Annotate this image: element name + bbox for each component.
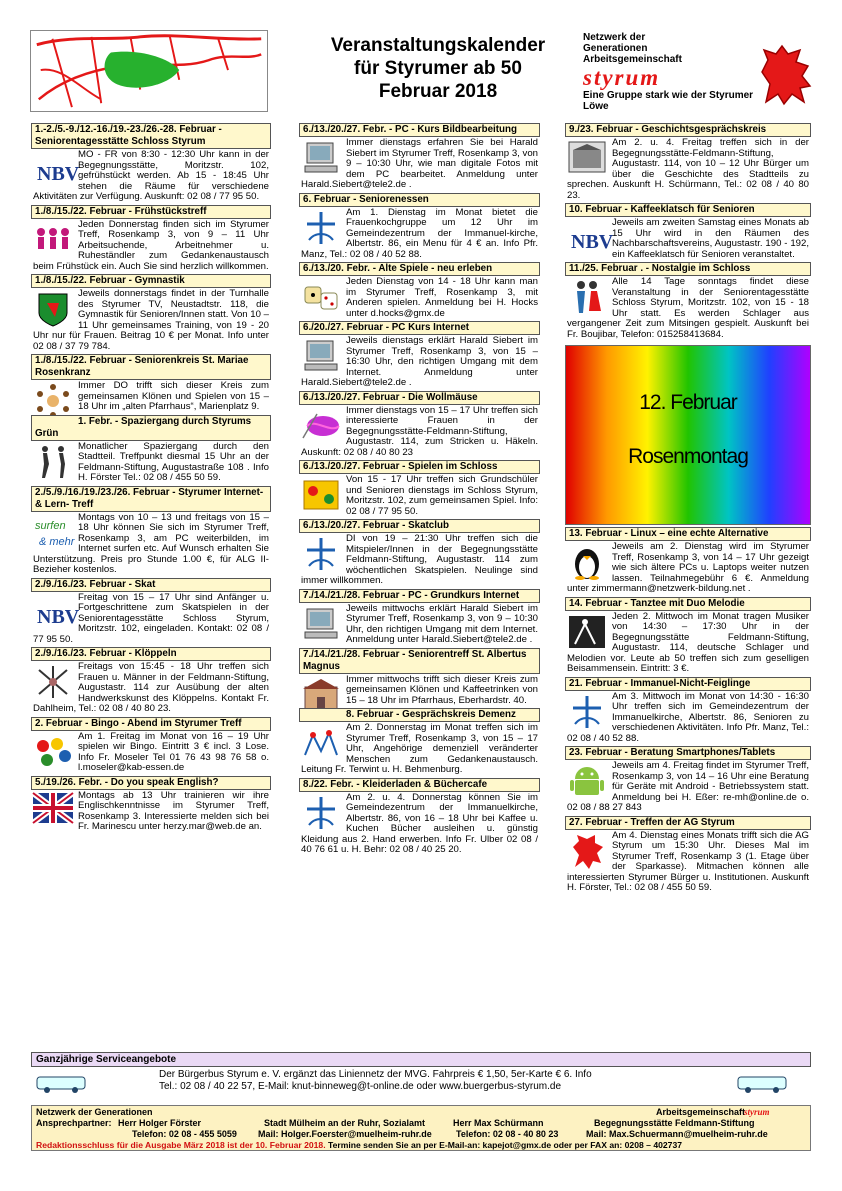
- event-text: Jeweils mittwochs erklärt Harald Siebert im Styrumer Treff, Rosenkamp 3, von 9 – 10:30 Uhr, den richtigen Umgang mit dem Internet. Anmeldung unter Harald.Siebert@tele2.de .: [346, 602, 538, 645]
- event-title: 2./5./9./16./19./23./26. Februar - Styrumer Internet-& Lern- Treff: [31, 486, 271, 512]
- buergerbus-icon: [736, 1073, 791, 1095]
- event-title: 2./9./16./23. Februar - Skat: [31, 578, 271, 592]
- event-text: Immer mittwochs trifft sich dieser Kreis zum gemeinsamen Klönen und Kaffeetrinken von 15 – 18 Uhr im Pfarrhaus, Eberhardstr. 40.: [346, 673, 538, 706]
- church-cross-logo: [301, 536, 341, 572]
- organisation-block: Netzwerk der Generationen Arbeitsgemeinschaft styrum Eine Gruppe stark wie der Styrumer Löwe: [583, 32, 763, 112]
- event-title: 6./13./20./27. Februar - Die Wollmäuse: [299, 391, 540, 405]
- event-title: 10. Februar - Kaffeeklatsch für Senioren: [565, 203, 811, 217]
- event-body: [299, 207, 540, 263]
- event-text: Alle 14 Tage sonntags findet diese Veranstaltung in der Seniorentagesstätte Schloss Styrum, Moritzstr. 102, von 15 - 18 Uhr statt. Es werden Schlager aus vergangener Zeit zum Mitsingen gespielt. Auskunft bei Fr. Boujibar, Telefon: 015258413684.: [567, 276, 809, 340]
- event-title: 7./14./21./28. Februar - PC - Grundkurs Internet: [299, 589, 540, 603]
- event-body: [565, 217, 811, 262]
- event-text: Am 1. Dienstag im Monat bietet die Frauenkochgruppe um 12 Uhr im Gemeindezentrum der Immanuel-kirche, Albertstr. 86, ein Menu für 4 € an. Info Pfr. Manz, Tel.: 02 08 / 40 52 88.: [301, 206, 538, 260]
- event-block: [299, 589, 540, 648]
- event-title: 6. Februar - Seniorenessen: [299, 193, 540, 207]
- hikers-icon: [33, 444, 73, 480]
- column-right: [565, 123, 811, 896]
- event-block: [565, 527, 811, 597]
- event-title: 2. Februar - Bingo - Abend im Styrumer Treff: [31, 717, 271, 731]
- event-text: Am 3. Mittwoch im Monat von 14:30 - 16:30 Uhr treffen sich im Gemeindezentrum der Immanuelkirche, Albertstr. 86, Senioren zu verschiedenen Aktivitäten. Info Pfr. Manz, Tel.: 02 08 / 40 52 88.: [567, 690, 809, 744]
- event-block: [299, 648, 540, 709]
- event-title: 6./13./20. Febr. - Alte Spiele - neu erleben: [299, 262, 540, 276]
- event-block: [565, 816, 811, 896]
- event-title: 6./13./20./27. Februar - Skatclub: [299, 519, 540, 533]
- dance-photo-icon: [567, 614, 607, 650]
- church-cross-logo: [567, 694, 607, 730]
- event-text: Am 2. Donnerstag im Monat treffen sich im Styrumer Treff, Rosenkamp 3, von 15 – 17 Uhr, Angehörige demenziell veränderter Menschen zum Gedankenaustausch. Leitung Fr. Terwint u. H. Behmenburg.: [301, 722, 538, 775]
- event-text: Freitags von 15:45 - 18 Uhr treffen sich Frauen u. Männer in der Feldmann-Stiftung, Augustastr. 114 zur Ausübung der alten Handwerkskunst des Klöppelns. Kontakt Fr. Dahlheim, Tel.: 02 08 / 40 80 23.: [33, 661, 269, 714]
- event-block: [565, 262, 811, 342]
- event-block: [31, 123, 271, 205]
- rosenmontag-label: Rosenmontag: [628, 445, 748, 468]
- event-body: [299, 335, 540, 391]
- event-block: [565, 746, 811, 816]
- column-middle: [299, 123, 540, 858]
- styrumer-treff-logo: [33, 222, 73, 258]
- event-title: 8. Februar - Gesprächskreis Demenz: [299, 708, 540, 722]
- event-body: [565, 541, 811, 597]
- event-title: 1./8./15./22. Februar - Gymnastik: [31, 274, 271, 288]
- event-text: Freitag von 15 – 17 Uhr sind Anfänger u. Fortgeschrittene zum Skatspielen in der Seniorentagesstätte Schloss Styrum, Moritzstr. 102, eingeladen. Kontakt: 02 08 / 77 95 50.: [33, 591, 269, 645]
- event-body: [31, 149, 271, 205]
- service-header: Ganzjährige Serviceangebote: [31, 1052, 811, 1067]
- event-body: [565, 276, 811, 342]
- event-title: 2./9./16./23. Februar - Klöppeln: [31, 647, 271, 661]
- service-text: Der Bürgerbus Styrum e. V. ergänzt das Liniennetz der MVG. Fahrpreis € 1,50, 5er-Karte € 6. Info Tel.: 02 08 / 40 22 57, E-Mail: knut-binneweg@t-online.de oder www.buergerbus-styrum.de: [159, 1069, 592, 1092]
- event-block: [299, 391, 540, 461]
- event-title: 6./13./20./27. Februar - Spielen im Schloss: [299, 460, 540, 474]
- computer-icon: [301, 338, 341, 374]
- event-text: Immer DO trifft sich dieser Kreis zum gemeinsamen Klönen und Spielen von 15 – 18 Uhr im „alten Pfarrhaus“, Marienplatz 9.: [78, 380, 269, 412]
- event-block: [565, 123, 811, 203]
- event-block: [31, 354, 271, 415]
- nbv-logo: [33, 152, 80, 188]
- event-block: [565, 597, 811, 677]
- event-body: [31, 731, 271, 776]
- computer-icon: [301, 140, 341, 176]
- event-block: [31, 415, 271, 486]
- event-title: 1./8./15./22. Februar - Seniorenkreis St. Mariae Rosenkranz: [31, 354, 271, 380]
- event-text: Montags ab 13 Uhr trainieren wir ihre Englischkenntnisse im Styrumer Treff, Rosenkamp 3. Interessierte melden sich bei Fr. Marinescu unter herzy.mar@web.de an.: [78, 789, 269, 832]
- styrum-map-image: [30, 30, 268, 112]
- dementia-logo: [301, 725, 341, 761]
- uk-flag-icon: [33, 793, 73, 829]
- service-section: [31, 1052, 811, 1101]
- event-body: [565, 760, 811, 816]
- church-cross-logo: [301, 795, 341, 831]
- event-text: DI von 19 – 21:30 Uhr treffen sich die Mitspieler/Innen in der Begegnungsstätte Feldmann-Stiftung, Augustastr. 114 zum wöchentlichen Skatspielen. Neulinge sind immer willkommen.: [301, 533, 538, 586]
- svg-text:NBV: NBV: [37, 605, 80, 628]
- svg-text:NBV: NBV: [571, 231, 614, 253]
- svg-text:surfen: surfen: [35, 519, 66, 532]
- event-title: 9./23. Februar - Geschichtsgesprächskreis: [565, 123, 811, 137]
- event-body: [31, 441, 271, 486]
- event-text: Von 15 - 17 Uhr treffen sich Grundschüler und Senioren dienstags im Schloss Styrum, Moritzstr. 102, zum gemeinsamen Spiel. Info: 02 08 / 77 95 50.: [346, 474, 538, 517]
- event-body: [299, 722, 540, 778]
- event-title: 1. Febr. - Spaziergang durch Styrums Grün: [31, 415, 271, 441]
- event-body: [565, 830, 811, 896]
- event-title: 7./14./21./28. Februar - Seniorentreff St. Albertus Magnus: [299, 648, 540, 674]
- rosenmontag-banner: [565, 345, 811, 525]
- event-body: [565, 611, 811, 677]
- nbv-logo: [33, 595, 80, 631]
- event-text: Am 4. Dienstag eines Monats trifft sich die AG Styrum um 15:30 Uhr. Dieses Mal im Styrumer Treff, Rosenkamp 3 (1. Etage über der Sparkasse). Mitmachen können alle interessierten Styrumer Bürger u. Institutionen. Auskunft H. Förster, Tel.: 02 08 / 455 50 59.: [567, 829, 809, 893]
- page-title: Veranstaltungskalender für Styrumer ab 50 Februar 2018: [330, 35, 546, 102]
- event-body: [565, 691, 811, 747]
- event-body: [299, 792, 540, 858]
- event-block: [299, 123, 540, 193]
- event-text: Am 2. u. 4. Donnerstag können Sie im Gemeindezentrum der Immanuelkirche, Albertstr. 86, von 16 – 18 Uhr bei Kaffee u. Kuchen Bücher ausleihen u. günstig Kleidung aus 2. Hand erwerben. Info Fr. Ulber 02 08 / 40 76 61 u. H. Behr: 02 08 / 40 25 20.: [301, 791, 538, 855]
- svg-text:NBV: NBV: [37, 163, 80, 185]
- event-text: Jeweils am 2. Dienstag wird im Styrumer Treff, Rosenkamp 3, von 14 – 17 Uhr gezeigt wie sich ältere PCs u. Laptops weiter nutzen lassen. Teilnahmegebühr 6 €. Anmeldung unter zimmermann@netzwerk-bildung.net .: [567, 541, 809, 594]
- event-text: Jeweils dienstags erklärt Harald Siebert im Styrumer Treff, Rosenkamp 3, von 15 – 16:30 Uhr, den richtigen Umgang mit dem Internet. Anmeldung unter Harald.Siebert@tele2.de .: [301, 335, 538, 388]
- event-text: Jeweils donnerstags findet in der Turnhalle des Styrumer TV, Neustadtstr. 118, die Gymnastik für Senioren/Innen statt. Von 10 – 11 Uhr gemeinsames Training, von 19 - 20 Uhr nur für Frauen. Beitrag 10 € per Monat. Info unter 02 08 / 37 79 784.: [33, 288, 269, 352]
- church-cross-logo: [301, 210, 341, 246]
- event-body: [31, 592, 271, 648]
- event-block: [565, 203, 811, 262]
- event-text: Am 2. u. 4. Freitag treffen sich in der Begegnungsstätte-Feldmann-Stiftung, Augustastr. 114, von 10 – 12 Uhr Bürger um über die Geschichte des Stadtteils zu sprechen. Auskunft H. Schürmann, Tel.: 02 08 / 40 80 23.: [567, 137, 809, 201]
- event-block: [31, 274, 271, 354]
- event-title: 1./8./15./22. Februar - Frühstückstreff: [31, 205, 271, 219]
- event-body: [31, 661, 271, 717]
- event-text: Montags von 10 – 13 und freitags von 15 – 18 Uhr können Sie sich im Styrumer Treff, Rosenkamp 3, am PC weiterbilden, im Internet surfen etc. Auf Wunsch erhalten Sie Unterstützung. Preis pro Stunde 1.00 €, für ALG II-Bezieher kostenlos.: [33, 511, 269, 575]
- event-text: Jeden 2. Mittwoch im Monat tragen Musiker von 14:30 – 17:30 Uhr in der Begegnungsstätte Feldmann-Stiftung, Augustastr. 114, deutsche Schlager und Melodien vor. Leute ab 50 treffen sich zum geselligen Beisammensein. Eintritt: 3 €.: [567, 610, 809, 674]
- event-text: Jeweils am zweiten Samstag eines Monats ab 15 Uhr wird in den Räumen des Nachbarschaftsvereins, Augustastr. 190 - 192, ein Kaffeeklatsch für Senioren veranstaltet.: [612, 217, 809, 260]
- event-block: [565, 677, 811, 747]
- dice-icon: [301, 279, 341, 315]
- event-block: [299, 708, 540, 778]
- event-body: [565, 137, 811, 203]
- event-text: Jeden Dienstag von 14 - 18 Uhr kann man im Styrumer Treff, Rosenkamp 3, mit Anderen spielen. Anmeldung bei H. Hocks unter d.hocks@gmx.de: [346, 276, 538, 319]
- header: [30, 30, 815, 115]
- event-text: MO - FR von 8:30 - 12:30 Uhr kann in der Begegnungsstätte, Moritzstr. 102, gefrühstückt werden. Ab 15 - 18:45 Uhr stehen die Räume für verschiedene Aktivitäten zur Verfügung. Auskunft: 02 08 / 77 95 50.: [33, 149, 269, 202]
- event-body: [31, 790, 271, 835]
- event-title: 21. Februar - Immanuel-Nicht-Feiglinge: [565, 677, 811, 691]
- event-text: Immer dienstags von 15 – 17 Uhr treffen sich interessierte Frauen in der Begegnungsstätte-Feldmann-Stiftung, Augustastr. 114, zum Stricken u. Häkeln. Auskunft: 02 08 / 40 80 23: [301, 404, 538, 458]
- event-block: [299, 778, 540, 858]
- lion-icon: [567, 833, 607, 869]
- old-photo-icon: [567, 140, 607, 176]
- svg-text:& mehr: & mehr: [39, 535, 75, 548]
- event-block: [31, 205, 271, 275]
- event-body: [299, 137, 540, 193]
- event-block: [31, 486, 271, 578]
- event-title: 27. Februar - Treffen der AG Styrum: [565, 816, 811, 830]
- column-left: [31, 123, 271, 835]
- event-body: [299, 603, 540, 648]
- android-icon: [567, 763, 607, 799]
- lion-crest-icon: [756, 42, 814, 108]
- event-block: [31, 776, 271, 835]
- event-body: [31, 219, 271, 275]
- event-block: [31, 647, 271, 717]
- event-body: [299, 533, 540, 589]
- event-title: 13. Februar - Linux – eine echte Alternative: [565, 527, 811, 541]
- event-text: Jeden Donnerstag finden sich im Styrumer Treff, Rosenkamp 3, von 9 – 11 Uhr Arbeitsuchende, Arbeitnehmer u. Ruheständler zum Gedankenaustausch beim Frühstück ein. Auch Sie sind herzlich willkommen.: [33, 218, 269, 272]
- styrum-brand-logo: styrum: [583, 65, 661, 90]
- surfen-logo: [33, 515, 73, 551]
- event-title: 6./20./27. Februar - PC Kurs Internet: [299, 321, 540, 335]
- event-body: [31, 512, 271, 578]
- event-block: [31, 717, 271, 776]
- penguin-icon: [567, 544, 607, 580]
- buergerbus-icon: [35, 1073, 90, 1095]
- event-block: [299, 262, 540, 321]
- slogan: Eine Gruppe stark wie der Styrumer Löwe: [583, 90, 754, 112]
- event-title: 5./19./26. Febr. - Do you speak English?: [31, 776, 271, 790]
- event-block: [299, 321, 540, 391]
- event-text: Jeweils am 4. Freitag findet im Styrumer Treff, Rosenkamp 3, von 14 – 16 Uhr eine Beratung für Geräte mit Android - Betriebssystem statt. Anmeldung bei H. Eßer: re-mh@online.de o. 02 08 / 88 27 843: [567, 760, 809, 813]
- bobbin-lace-icon: [33, 664, 73, 700]
- event-text: Immer dienstags erfahren Sie bei Harald Siebert im Styrumer Treff, Rosenkamp 3, von 9 – 10:30 Uhr, wie man digitale Fotos mit dem PC bearbeitet. Anmeldung unter Harald.Siebert@tele2.de .: [301, 137, 538, 190]
- event-body: [299, 405, 540, 461]
- event-title: 14. Februar - Tanztee mit Duo Melodie: [565, 597, 811, 611]
- event-title: 1.-2./5.-9./12.-16./19.-23./26.-28. Februar - Seniorentagesstätte Schloss Styrum: [31, 123, 271, 149]
- dancing-couple-icon: [567, 279, 607, 315]
- board-game-icon: [301, 477, 341, 513]
- event-body: [299, 674, 540, 709]
- event-block: [299, 519, 540, 589]
- event-body: [31, 288, 271, 354]
- event-title: 23. Februar - Beratung Smartphones/Tablets: [565, 746, 811, 760]
- event-title: 8./22. Febr. - Kleiderladen & Büchercafe: [299, 778, 540, 792]
- event-title: 11./25. Februar . - Nostalgie im Schloss: [565, 262, 811, 276]
- event-block: [299, 193, 540, 263]
- rosenmontag-date: 12. Februar: [639, 391, 737, 414]
- event-body: [299, 276, 540, 321]
- bingo-icon: [33, 734, 73, 770]
- deadline-text: Redaktionsschluss für die Ausgabe März 2018 ist der 10. Februar 2018.: [36, 1140, 326, 1150]
- event-title: 6./13./20./27. Febr. - PC - Kurs Bildbearbeitung: [299, 123, 540, 137]
- nbv-logo: [567, 220, 614, 256]
- computer-icon: [301, 606, 341, 642]
- event-body: [31, 380, 271, 415]
- footer: Netzwerk der Generationen Arbeitsgemeinschaft styrum Ansprechpartner: Herr Holger Förster Stadt Mülheim an der Ruhr, Sozialamt Herr Max Schürmann Begegnungsstätte Feldmann-Stiftung Telefon: 02 08 - 455 5059 Mail: Holger.Foerster@muelheim-ruhr.de Telefon: 02 08 - 40 80 23 Mail: Max.Schuermann@muelheim-ruhr.de Redaktionsschluss für die Ausgabe März 2018 ist der 10. Februar 2018. Termine senden Sie an per E-Mail-an: kapejot@gmx.de oder per FAX an: 0208 – 402737: [31, 1105, 811, 1151]
- event-text: Monatlicher Spaziergang durch den Stadtteil. Treffpunkt diesmal 15 Uhr an der Feldmann-Stiftung, Augustastraße 108 . Info H. Förster Tel.: 02 08 / 455 50 59.: [78, 440, 269, 483]
- stv-logo: [33, 291, 73, 327]
- yarn-icon: [301, 408, 341, 444]
- event-block: [31, 578, 271, 648]
- event-text: Am 1. Freitag im Monat von 16 – 19 Uhr spielen wir Bingo. Eintritt 3 € incl. 3 Lose. Info Fr. Moseler Tel 01 76 43 98 76 58 o. l.moseler@kab-essen.de: [78, 730, 269, 773]
- event-block: [299, 460, 540, 519]
- event-body: [299, 474, 540, 519]
